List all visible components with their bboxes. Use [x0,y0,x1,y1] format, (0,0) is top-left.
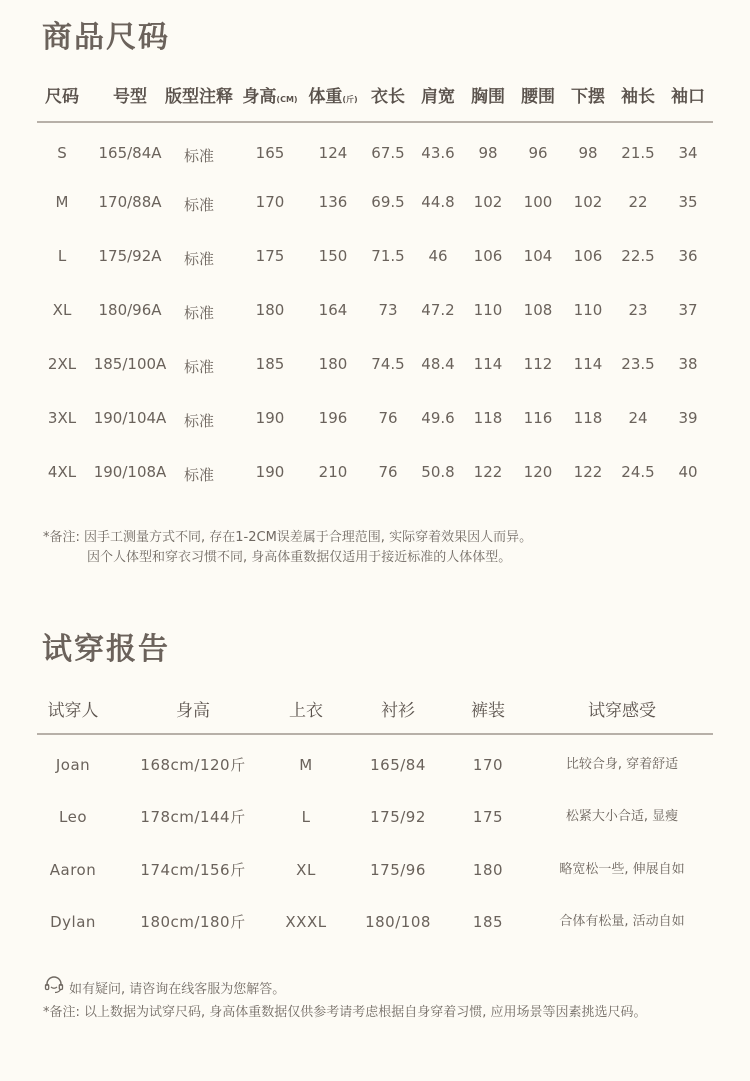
cell-sleeve-length: 24.5 [621,463,655,481]
cell-shoulder: 49.6 [421,409,455,427]
cell-length: 74.5 [371,355,405,373]
cell-sleeve-length: 21.5 [621,144,655,162]
cell-pants: 180 [472,861,504,879]
cell-type: 190/104A [93,409,167,427]
cell-feeling: 合体有松量, 活动自如 [559,914,685,929]
cell-weight: 196 [318,409,348,427]
cell-size: 3XL [47,409,77,427]
cell-top: M [299,756,313,774]
cell-size: 4XL [47,463,77,481]
cell-weight: 210 [318,463,348,481]
cell-cuff: 40 [678,463,698,481]
header-sleeve-length: 袖长 [621,87,655,107]
cell-waist: 104 [523,247,553,265]
cell-shoulder: 47.2 [421,301,455,319]
cell-weight: 124 [318,144,348,162]
cell-shirt: 175/96 [370,861,426,879]
header-size: 尺码 [45,87,79,107]
cell-waist: 112 [523,355,553,373]
fit-table-divider [37,733,713,735]
cell-waist: 120 [523,463,553,481]
cell-size: L [57,247,67,265]
header-cuff: 袖口 [671,87,705,107]
cell-cuff: 39 [678,409,698,427]
cell-sleeve-length: 24 [628,409,648,427]
cell-fit-note: 标准 [183,358,215,376]
cell-size: XL [52,301,72,319]
cell-hem: 118 [573,409,603,427]
cell-chest: 110 [473,301,503,319]
cell-tester: Aaron [49,861,97,879]
cell-fit-note: 标准 [183,412,215,430]
table-row [0,855,750,885]
cell-height: 175 [255,247,285,265]
header-top: 上衣 [289,701,323,721]
header-feeling: 试穿感受 [588,701,656,721]
cell-shirt: 175/92 [370,808,426,826]
size-remark-line1: *备注: 因手工测量方式不同, 存在1-2CM误差属于合理范围, 实际穿着效果因人而异。 [43,530,533,545]
cell-sleeve-length: 22 [628,193,648,211]
header-waist: 腰围 [521,87,555,107]
cell-fit-note: 标准 [183,147,215,165]
cell-cuff: 37 [678,301,698,319]
cell-type: 170/88A [98,193,162,211]
cell-height: 190 [255,463,285,481]
header-tester: 试穿人 [47,701,99,721]
header-hem: 下摆 [571,87,605,107]
cell-hem: 106 [573,247,603,265]
fit-remark: *备注: 以上数据为试穿尺码, 身高体重数据仅供参考请考虑根据自身穿着习惯, 应用场景等因素挑选尺码。 [43,1005,647,1020]
cell-feeling: 比较合身, 穿着舒适 [565,757,679,772]
header-shirt: 衬衫 [381,701,415,721]
cell-sleeve-length: 22.5 [621,247,655,265]
cell-tester-height: 174cm/156斤 [140,861,246,879]
cell-top: XL [296,861,316,879]
cell-length: 69.5 [371,193,405,211]
header-height: 身高(CM) [242,87,298,107]
cell-pants: 175 [472,808,504,826]
cell-type: 180/96A [98,301,162,319]
cell-weight: 180 [318,355,348,373]
header-tester-height: 身高 [176,701,210,721]
header-pants: 裤装 [471,701,505,721]
cell-weight: 136 [318,193,348,211]
cell-type: 190/108A [93,463,167,481]
header-chest: 胸围 [471,87,505,107]
cell-fit-note: 标准 [183,466,215,484]
cell-tester: Joan [55,756,91,774]
cell-shoulder: 48.4 [421,355,455,373]
cell-hem: 98 [578,144,598,162]
cell-chest: 98 [478,144,498,162]
table-row [0,802,750,832]
header-shoulder: 肩宽 [421,87,455,107]
fit-table-header [0,696,750,726]
cell-fit-note: 标准 [183,304,215,322]
cell-cuff: 38 [678,355,698,373]
cell-tester-height: 180cm/180斤 [140,913,246,931]
cell-tester: Leo [59,808,87,826]
fit-report-title: 试穿报告 [42,632,170,667]
cell-sleeve-length: 23 [628,301,648,319]
cell-waist: 116 [523,409,553,427]
cell-top: L [301,808,311,826]
size-table-header [0,82,750,112]
cell-shirt: 165/84 [370,756,426,774]
table-row [0,187,750,217]
cell-shoulder: 43.6 [421,144,455,162]
cell-pants: 185 [472,913,504,931]
cell-chest: 114 [473,355,503,373]
cell-shoulder: 46 [428,247,448,265]
cell-waist: 96 [528,144,548,162]
cell-hem: 122 [573,463,603,481]
cell-weight: 164 [318,301,348,319]
table-row [0,750,750,780]
cell-cuff: 35 [678,193,698,211]
cell-feeling: 松紧大小合适, 显瘦 [565,809,679,824]
cell-length: 76 [378,409,398,427]
cell-type: 185/100A [93,355,167,373]
cell-hem: 114 [573,355,603,373]
cell-size: 2XL [47,355,77,373]
cell-shoulder: 44.8 [421,193,455,211]
header-fit-note: 版型注释 [165,87,233,107]
cell-waist: 108 [523,301,553,319]
cell-height: 170 [255,193,285,211]
cell-chest: 118 [473,409,503,427]
header-type: 号型 [113,87,147,107]
cell-tester-height: 168cm/120斤 [140,756,246,774]
cell-height: 190 [255,409,285,427]
cell-chest: 102 [473,193,503,211]
cell-height: 180 [255,301,285,319]
cell-type: 165/84A [98,144,162,162]
size-remark-line2: 因个人体型和穿衣习惯不同, 身高体重数据仅适用于接近标准的人体体型。 [87,550,512,565]
cell-length: 71.5 [371,247,405,265]
cell-feeling: 略宽松一些, 伸展自如 [559,862,685,877]
cell-waist: 100 [523,193,553,211]
cell-hem: 102 [573,193,603,211]
cell-shirt: 180/108 [365,913,431,931]
header-length: 衣长 [371,87,405,107]
cell-tester: Dylan [50,913,96,931]
cell-tester-height: 178cm/144斤 [140,808,246,826]
cell-shoulder: 50.8 [421,463,455,481]
headset-icon [44,976,64,994]
cell-weight: 150 [318,247,348,265]
cell-sleeve-length: 23.5 [621,355,655,373]
table-row [0,907,750,937]
cell-fit-note: 标准 [183,196,215,214]
cell-chest: 106 [473,247,503,265]
cell-length: 73 [378,301,398,319]
cell-top: XXXL [285,913,327,931]
header-weight: 体重(斤) [308,87,358,107]
service-note: 如有疑问, 请咨询在线客服为您解答。 [69,982,286,997]
cell-height: 185 [255,355,285,373]
cell-type: 175/92A [98,247,162,265]
cell-pants: 170 [472,756,504,774]
cell-hem: 110 [573,301,603,319]
cell-cuff: 36 [678,247,698,265]
table-row [0,349,750,379]
cell-cuff: 34 [678,144,698,162]
table-row [0,457,750,487]
table-row [0,138,750,168]
cell-fit-note: 标准 [183,250,215,268]
size-chart-title: 商品尺码 [42,20,170,55]
cell-height: 165 [255,144,285,162]
cell-size: S [57,144,67,162]
cell-length: 67.5 [371,144,405,162]
table-row [0,403,750,433]
cell-chest: 122 [473,463,503,481]
size-table-divider [37,121,713,123]
cell-size: M [55,193,69,211]
cell-length: 76 [378,463,398,481]
table-row [0,295,750,325]
table-row [0,241,750,271]
